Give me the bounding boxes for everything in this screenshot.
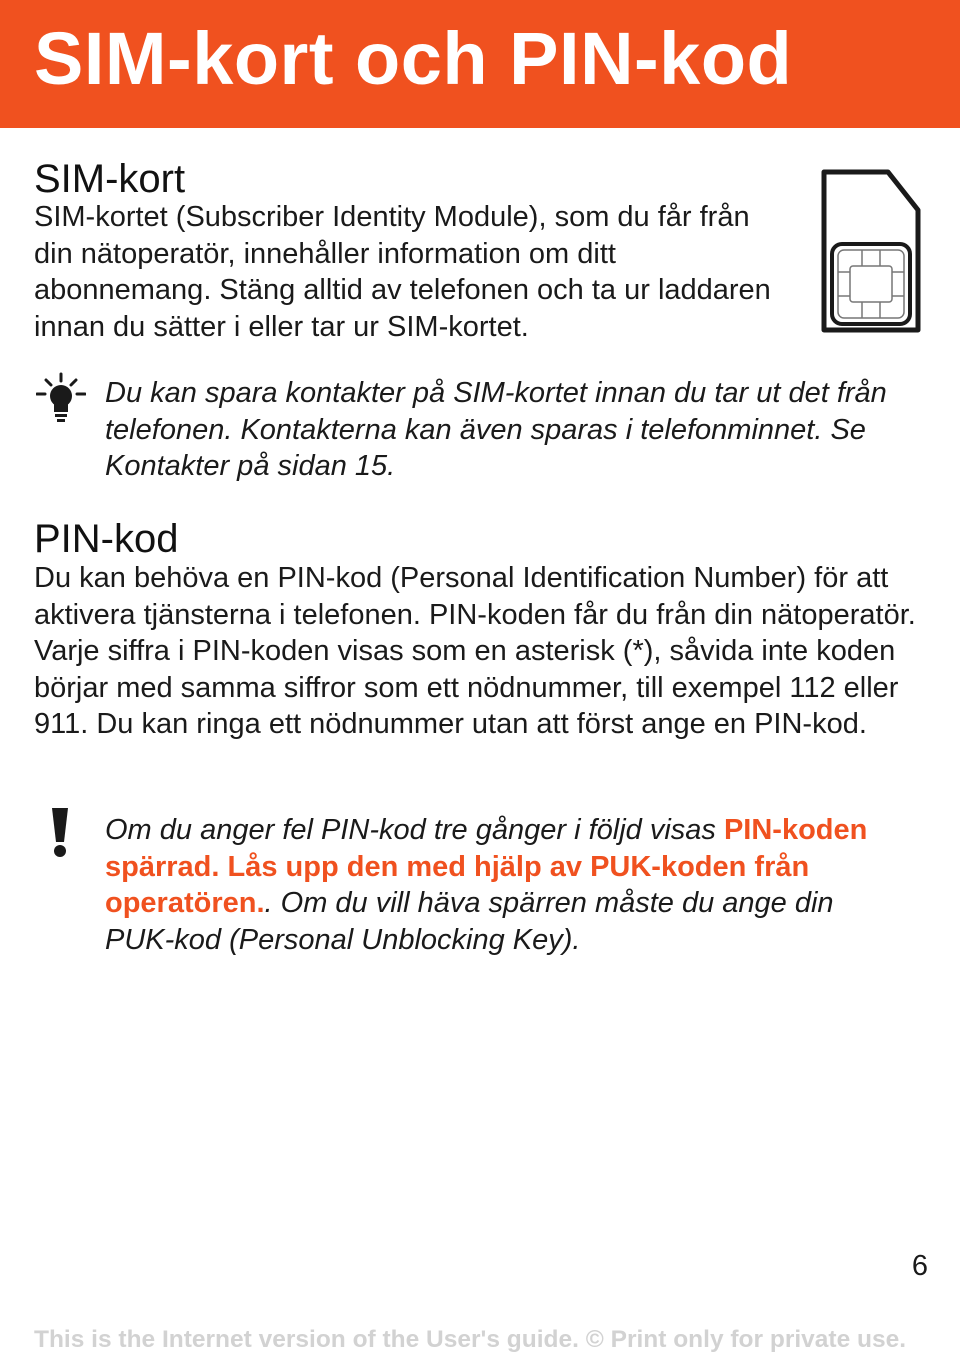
pin-warning-text-start: Om du anger fel PIN-kod tre gånger i följd visas — [105, 814, 724, 846]
pin-blocked-message: PIN-koden spärrad. Lås upp den med hjälp av PUK-koden från operatören. — [105, 814, 868, 919]
pin-warning-note — [105, 812, 905, 958]
sim-card-paragraph: SIM-kortet (Subscriber Identity Module), som du får från din nätoperatör, innehåller information om ditt abonnemang. Stäng alltid av telefonen och ta ur laddaren innan du sätter i eller tar ur SIM-kortet. — [34, 201, 771, 343]
page-number: 6 — [911, 1250, 928, 1282]
sim-card-heading: SIM-kort — [34, 157, 186, 201]
sim-card-icon — [818, 166, 924, 338]
page-title: SIM-kort och PIN-kod — [34, 17, 793, 100]
footer-notice: This is the Internet version of the User's guide. © Print only for private use. — [34, 1326, 907, 1353]
sim-tip-note: Du kan spara kontakter på SIM-kortet innan du tar ut det från telefonen. Kontakterna kan även sparas i telefonminnet. Se Kontakter på sidan 15. — [105, 377, 887, 482]
lightbulb-icon — [36, 372, 86, 424]
pin-warning-text-end: . Om du vill häva spärren måste du ange din PUK-kod (Personal Unblocking Key). — [105, 887, 834, 956]
pin-code-paragraph: Du kan behöva en PIN-kod (Personal Identification Number) för att aktivera tjänsterna i telefonen. PIN-koden får du från din nätoperatör. Varje siffra i PIN-koden visas som en asterisk (*), såvida inte koden börjar med samma siffror som ett nödnummer, till exempel 112 eller 911. Du kan ringa ett nödnummer utan att först ange en PIN-kod. — [34, 562, 916, 740]
pin-code-heading: PIN-kod — [34, 517, 179, 561]
exclamation-icon — [48, 806, 72, 858]
page-header-bar — [0, 0, 960, 128]
